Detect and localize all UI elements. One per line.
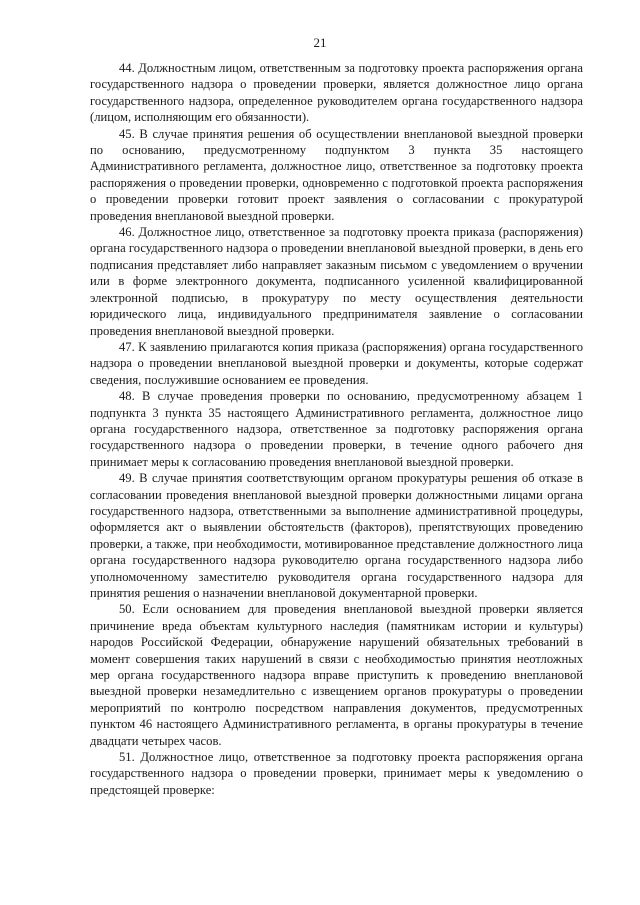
page-number: 21 [313, 35, 327, 50]
paragraph-48: 48. В случае проведения проверки по основанию, предусмотренному абзацем 1 подпункта 3 пункта 35 настоящего Административного регламента, должностное лицо органа государственного надзора, ответственное за подготовку распоряжения органа государственного надзора о проведении проверки, в течение одного рабочего дня принимает меры к согласованию проведения внеплановой выездной проверки. [90, 389, 583, 469]
paragraph-46: 46. Должностное лицо, ответственное за подготовку проекта приказа (распоряжения) органа государственного надзора о проведении внеплановой выездной проверки, в день его подписания представляет либо направляет заказным письмом с уведомлением о вручении или в форме электронного документа, подписанного усиленной квалифицированной электронной подписью, в прокуратуру по месту осуществления деятельности юридического лица, индивидуального предпринимателя заявление о согласовании проведения внеплановой выездной проверки. [90, 225, 583, 338]
paragraph-51: 51. Должностное лицо, ответственное за подготовку проекта распоряжения органа государственного надзора о проведении проверки, принимает меры к уведомлению о предстоящей проверке: [90, 750, 583, 797]
paragraph-49: 49. В случае принятия соответствующим органом прокуратуры решения об отказе в согласовании проведения внеплановой выездной проверки должностными лицами органа государственного надзора, ответственными за выполнение административной процедуры, оформляется акт о выявлении обстоятельств (факторов), препятствующих проведению проверки, а также, при необходимости, мотивированное представление должностного лица органа государственного надзора руководителю органа государственного надзора либо уполномоченному заместителю руководителя органа государственного надзора для принятия решения о назначении внеплановой документарной проверки. [90, 471, 583, 600]
document-body [90, 60, 583, 798]
paragraph-44: 44. Должностным лицом, ответственным за подготовку проекта распоряжения органа государственного надзора о проведении проверки, является должностное лицо органа государственного надзора, определенное руководителем органа государственного надзора (лицом, исполняющим его обязанности). [90, 61, 583, 125]
paragraph-47: 47. К заявлению прилагаются копия приказа (распоряжения) органа государственного надзора о проведении внеплановой выездной проверки и документы, которые содержат сведения, послужившие основанием ее проведения. [90, 339, 583, 387]
paragraph-45: 45. В случае принятия решения об осуществлении внеплановой выездной проверки по основанию, предусмотренному подпунктом 3 пункта 35 настоящего Административного регламента, должностное лицо, ответственное за подготовку проекта распоряжения о проведении проверки, одновременно с подготовкой проекта распоряжения о проведении проверки готовит проект заявления о согласовании с прокуратурой проведения внеплановой выездной проверки. [90, 126, 583, 223]
paragraph-50: 50. Если основанием для проведения внеплановой выездной проверки является причинение вреда объектам культурного наследия (памятникам истории и культуры) народов Российской Федерации, обнаружение нарушений обязательных требований в момент совершения таких нарушений в связи с необходимостью принятия неотложных мер органа государственного надзора вправе приступить к проведению внеплановой выездной проверки незамедлительно с извещением органов прокуратуры о проведении мероприятий по контролю посредством направления документов, предусмотренных пунктом 46 настоящего Административного регламента, в органы прокуратуры в течение двадцати четырех часов. [90, 602, 583, 748]
